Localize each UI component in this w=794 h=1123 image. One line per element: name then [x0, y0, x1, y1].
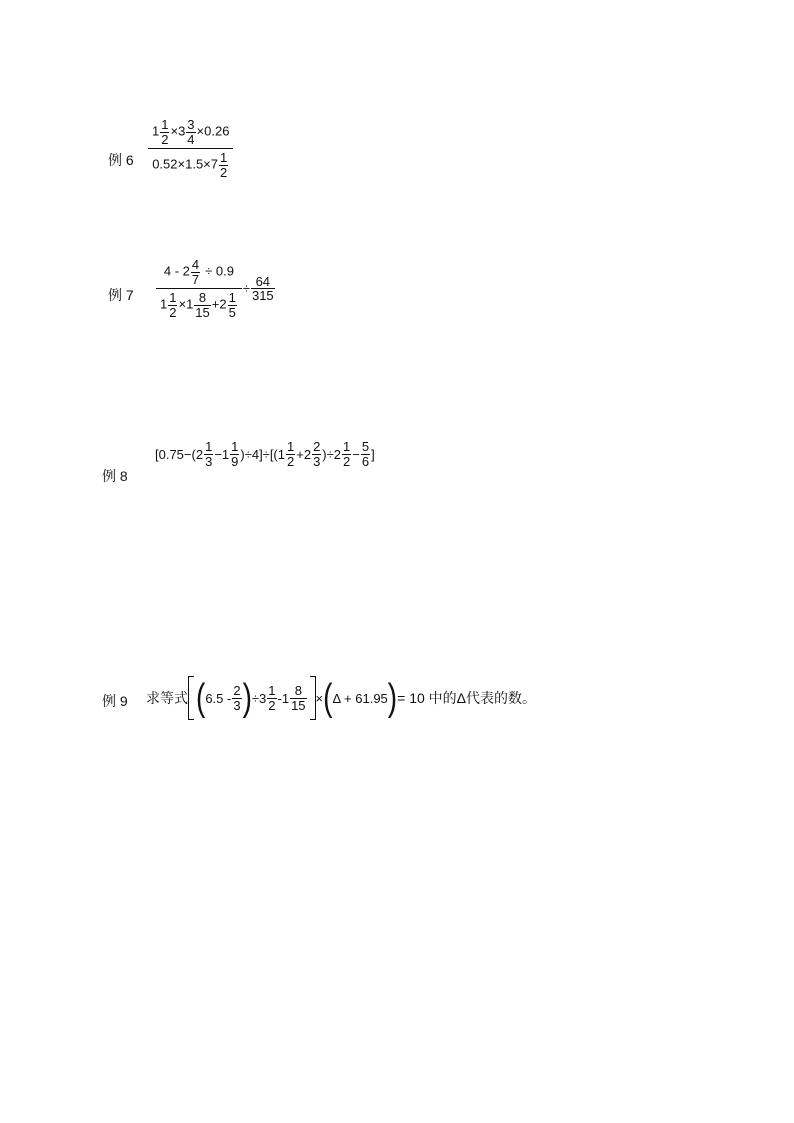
fraction-denominator: 5 — [228, 304, 236, 320]
example-8-label: 例 8 — [102, 468, 128, 484]
fraction-numerator: 1 — [169, 290, 177, 306]
fraction-numerator: 3 — [187, 117, 195, 132]
fraction-denominator: 7 — [191, 271, 200, 287]
expression-text: − — [352, 446, 360, 462]
fraction-numerator: 8 — [198, 290, 207, 306]
example-7-label: 例 7 — [108, 287, 134, 303]
fraction-denominator: 15 — [195, 304, 210, 320]
operator: ÷ — [242, 281, 250, 297]
mixed-whole: 1 — [152, 123, 160, 139]
fraction-denominator: 2 — [287, 453, 295, 469]
fraction-numerator: 1 — [343, 439, 351, 454]
fraction-denominator: 2 — [220, 164, 228, 180]
expression-text: Δ + 61.95 — [332, 690, 388, 706]
number: 0.26 — [204, 123, 230, 139]
example-7-numerator — [160, 258, 238, 288]
left-paren: ( — [323, 676, 333, 719]
fraction-denominator: 3 — [205, 453, 213, 469]
example-9-label: 例 9 — [102, 693, 128, 709]
fraction-denominator: 15 — [291, 697, 306, 713]
fraction-numerator: 2 — [313, 439, 321, 454]
question-prefix: 求等式 — [146, 690, 188, 706]
fraction-denominator: 3 — [233, 697, 241, 713]
example-6-numerator — [148, 118, 233, 148]
right-paren: ) — [242, 676, 252, 719]
fraction-numerator: 1 — [231, 439, 239, 454]
expression-text: +2 — [296, 446, 312, 462]
number: 0.52×1.5×7 — [152, 156, 218, 172]
number: ÷ 0.9 — [205, 263, 234, 279]
expression-text: [0.75−(2 — [155, 446, 204, 462]
fraction-denominator: 2 — [169, 304, 177, 320]
fraction-denominator: 2 — [343, 453, 351, 469]
fraction-denominator: 9 — [231, 453, 239, 469]
operator: × — [178, 296, 187, 312]
fraction-numerator: 4 — [191, 257, 200, 272]
fraction-numerator: 1 — [287, 439, 295, 454]
example-7-denominator — [156, 288, 242, 319]
fraction-numerator: 8 — [294, 682, 302, 698]
mixed-whole: 1 — [160, 296, 168, 312]
operator: × — [170, 123, 179, 139]
fraction-numerator: 1 — [161, 117, 169, 132]
fraction-numerator: 64 — [255, 273, 271, 289]
expression-text: -1 — [277, 690, 290, 706]
fraction-numerator: 1 — [268, 682, 276, 698]
expression-text: )÷4]÷[(1 — [240, 446, 285, 462]
example-7-expression — [155, 258, 276, 320]
fraction-denominator: 315 — [251, 288, 274, 304]
fraction-numerator: 2 — [233, 682, 241, 698]
fraction-numerator: 5 — [361, 439, 370, 454]
expression-text: −1 — [214, 446, 230, 462]
example-6-main-fraction — [148, 118, 233, 180]
right-paren: ) — [387, 676, 398, 719]
operator: × — [196, 123, 205, 139]
fraction — [251, 275, 275, 303]
fraction-denominator: 6 — [361, 453, 370, 469]
fraction-denominator: 3 — [313, 453, 321, 469]
mixed-whole: 3 — [178, 123, 186, 139]
example-9-expression — [146, 676, 536, 720]
mixed-whole: 2 — [219, 296, 227, 312]
mixed-whole: 1 — [186, 296, 194, 312]
example-6-denominator — [148, 148, 233, 179]
expression-text: ] — [371, 446, 375, 462]
fraction-numerator: 1 — [220, 150, 228, 166]
fraction-denominator: 2 — [268, 697, 276, 713]
fraction-numerator: 1 — [205, 439, 213, 454]
left-paren: ( — [196, 676, 206, 719]
example-6-expression — [147, 118, 234, 180]
question-suffix: = 10 中的Δ代表的数。 — [397, 690, 537, 706]
operator: × — [315, 690, 324, 706]
example-8-expression — [155, 440, 375, 468]
example-6-label: 例 6 — [108, 152, 134, 168]
expression-text: ÷3 — [251, 690, 267, 706]
example-7-main-fraction — [156, 258, 242, 320]
fraction-numerator: 1 — [228, 290, 236, 306]
number: 4 - 2 — [163, 263, 190, 279]
fraction-denominator: 4 — [187, 131, 195, 147]
left-square-bracket — [188, 676, 194, 720]
operator: + — [211, 296, 220, 312]
expression-text: 6.5 - — [205, 690, 232, 706]
fraction-denominator: 2 — [161, 131, 169, 147]
expression-text: )÷2 — [322, 446, 341, 462]
